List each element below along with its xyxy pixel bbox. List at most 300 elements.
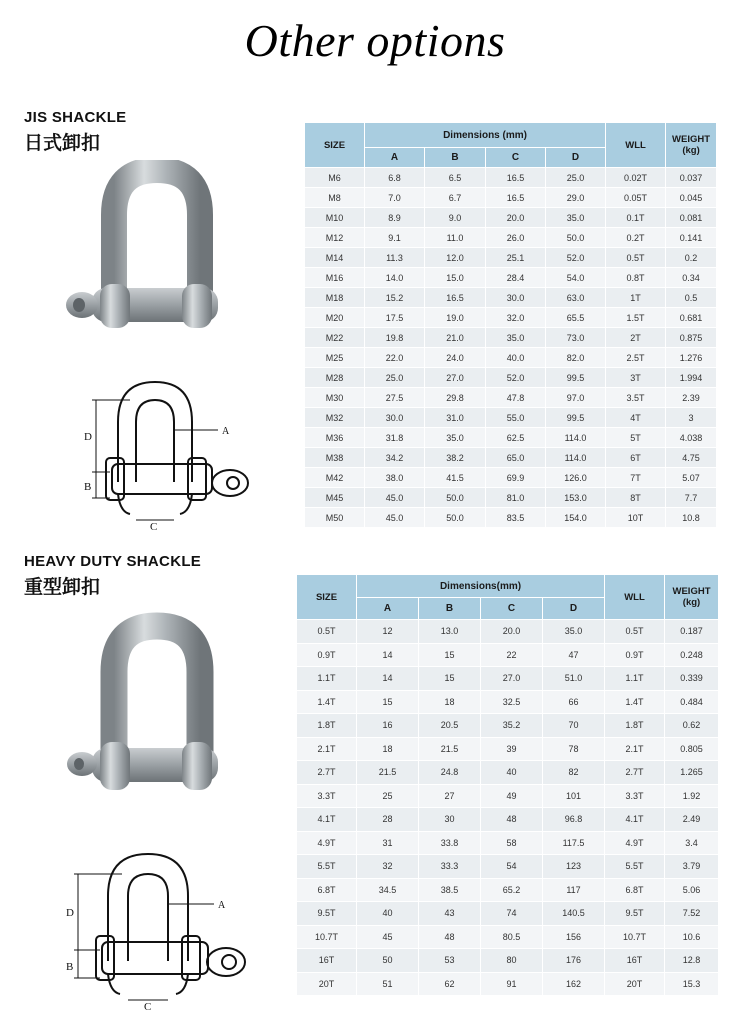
table-cell: 6.8 bbox=[365, 168, 425, 188]
table-row bbox=[297, 878, 719, 902]
drawing-label-d: D bbox=[84, 431, 92, 443]
table-row bbox=[305, 428, 717, 448]
table-cell: 176 bbox=[543, 949, 605, 973]
table-cell: 83.5 bbox=[486, 508, 546, 528]
table-row bbox=[297, 761, 719, 785]
table-cell: 117.5 bbox=[543, 831, 605, 855]
table-cell: 20T bbox=[297, 972, 357, 996]
heavy-duty-spec-table bbox=[296, 574, 719, 996]
drawing-label-a: A bbox=[222, 426, 230, 437]
table-cell: 0.681 bbox=[666, 308, 717, 328]
table-cell: 1.8T bbox=[605, 714, 665, 738]
table-cell: 1.4T bbox=[605, 690, 665, 714]
table-cell: 6.8T bbox=[297, 878, 357, 902]
table-cell: M16 bbox=[305, 268, 365, 288]
table-cell: 28.4 bbox=[486, 268, 546, 288]
table-cell: 26.0 bbox=[486, 228, 546, 248]
table-cell: 4.9T bbox=[605, 831, 665, 855]
table-cell: 40 bbox=[357, 902, 419, 926]
table-cell: 65.0 bbox=[486, 448, 546, 468]
table-cell: 2.7T bbox=[605, 761, 665, 785]
table-cell: 29.8 bbox=[425, 388, 486, 408]
table-cell: 3.79 bbox=[665, 855, 719, 879]
table-cell: 99.5 bbox=[546, 368, 606, 388]
table-cell: 3.5T bbox=[606, 388, 666, 408]
table-cell: 16.5 bbox=[486, 168, 546, 188]
table-cell: 81.0 bbox=[486, 488, 546, 508]
col-header-weight-label: WEIGHT (kg) bbox=[672, 586, 711, 608]
table-cell: 2.1T bbox=[297, 737, 357, 761]
table-cell: 0.037 bbox=[666, 168, 717, 188]
table-cell: 63.0 bbox=[546, 288, 606, 308]
table-cell: 38.0 bbox=[365, 468, 425, 488]
table-cell: 73.0 bbox=[546, 328, 606, 348]
table-cell: 47 bbox=[543, 643, 605, 667]
table-cell: 24.0 bbox=[425, 348, 486, 368]
table-cell: 7.0 bbox=[365, 188, 425, 208]
col-header-weight bbox=[666, 123, 717, 168]
table-cell: 1.994 bbox=[666, 368, 717, 388]
table-cell: 30 bbox=[419, 808, 481, 832]
table-cell: 0.62 bbox=[665, 714, 719, 738]
table-cell: 13.0 bbox=[419, 620, 481, 644]
table-cell: 4.1T bbox=[605, 808, 665, 832]
jis-spec-table bbox=[304, 122, 717, 528]
table-cell: 27.5 bbox=[365, 388, 425, 408]
table-cell: 1.1T bbox=[297, 667, 357, 691]
table-cell: 35.0 bbox=[425, 428, 486, 448]
table-cell: 50.0 bbox=[425, 508, 486, 528]
col-header-weight-label: WEIGHT (kg) bbox=[672, 134, 711, 156]
section-title-cn: 重型卸扣 bbox=[24, 576, 101, 598]
table-row bbox=[305, 488, 717, 508]
drawing-label-c: C bbox=[150, 521, 158, 532]
table-cell: 16T bbox=[297, 949, 357, 973]
table-cell: 1.8T bbox=[297, 714, 357, 738]
table-cell: 18 bbox=[419, 690, 481, 714]
table-row bbox=[305, 468, 717, 488]
table-cell: 21.5 bbox=[419, 737, 481, 761]
col-header-c: C bbox=[481, 598, 543, 620]
table-cell: 20T bbox=[605, 972, 665, 996]
table-cell: 35.2 bbox=[481, 714, 543, 738]
table-row bbox=[305, 368, 717, 388]
table-cell: 153.0 bbox=[546, 488, 606, 508]
table-cell: 6.5 bbox=[425, 168, 486, 188]
table-cell: 15.0 bbox=[425, 268, 486, 288]
table-cell: 6T bbox=[606, 448, 666, 468]
table-cell: 9.5T bbox=[297, 902, 357, 926]
table-cell: 0.141 bbox=[666, 228, 717, 248]
table-cell: 2.7T bbox=[297, 761, 357, 785]
table-cell: 1T bbox=[606, 288, 666, 308]
table-cell: 52.0 bbox=[486, 368, 546, 388]
col-header-dimensions: Dimensions(mm) bbox=[357, 575, 605, 598]
table-row bbox=[297, 690, 719, 714]
table-row bbox=[305, 408, 717, 428]
table-row bbox=[297, 737, 719, 761]
table-cell: 41.5 bbox=[425, 468, 486, 488]
table-cell: 47.8 bbox=[486, 388, 546, 408]
table-cell: 50.0 bbox=[425, 488, 486, 508]
col-header-dimensions: Dimensions (mm) bbox=[365, 123, 606, 148]
table-cell: 54 bbox=[481, 855, 543, 879]
col-header-size: SIZE bbox=[305, 123, 365, 168]
table-cell: 48 bbox=[419, 925, 481, 949]
col-header-a: A bbox=[365, 148, 425, 168]
jis-table-body bbox=[305, 168, 717, 528]
table-cell: 34.5 bbox=[357, 878, 419, 902]
table-cell: 25.1 bbox=[486, 248, 546, 268]
col-header-wll: WLL bbox=[605, 575, 665, 620]
table-cell: 78 bbox=[543, 737, 605, 761]
table-cell: 27.0 bbox=[425, 368, 486, 388]
table-cell: 69.9 bbox=[486, 468, 546, 488]
table-row bbox=[297, 831, 719, 855]
table-cell: 8.9 bbox=[365, 208, 425, 228]
table-cell: 32.5 bbox=[481, 690, 543, 714]
table-cell: 31.8 bbox=[365, 428, 425, 448]
table-cell: 1.92 bbox=[665, 784, 719, 808]
table-cell: 10T bbox=[606, 508, 666, 528]
col-header-weight bbox=[665, 575, 719, 620]
table-row bbox=[305, 308, 717, 328]
jis-shackle-photo bbox=[52, 160, 232, 360]
table-row bbox=[305, 328, 717, 348]
table-cell: 14 bbox=[357, 667, 419, 691]
table-cell: 114.0 bbox=[546, 448, 606, 468]
table-cell: 162 bbox=[543, 972, 605, 996]
table-cell: 2.5T bbox=[606, 348, 666, 368]
heavy-duty-shackle-drawing bbox=[58, 846, 258, 1012]
section-heading-heavy-duty bbox=[24, 553, 201, 599]
table-cell: 52.0 bbox=[546, 248, 606, 268]
table-cell: 101 bbox=[543, 784, 605, 808]
table-cell: 34.2 bbox=[365, 448, 425, 468]
table-row bbox=[305, 168, 717, 188]
table-cell: 14.0 bbox=[365, 268, 425, 288]
table-cell: 0.34 bbox=[666, 268, 717, 288]
table-cell: 24.8 bbox=[419, 761, 481, 785]
table-cell: 10.7T bbox=[297, 925, 357, 949]
table-cell: 4.038 bbox=[666, 428, 717, 448]
table-cell: 96.8 bbox=[543, 808, 605, 832]
table-row bbox=[305, 228, 717, 248]
table-cell: 19.8 bbox=[365, 328, 425, 348]
table-cell: 45.0 bbox=[365, 488, 425, 508]
table-row bbox=[297, 902, 719, 926]
table-cell: M38 bbox=[305, 448, 365, 468]
table-cell: 51 bbox=[357, 972, 419, 996]
table-cell: M20 bbox=[305, 308, 365, 328]
table-cell: 154.0 bbox=[546, 508, 606, 528]
table-cell: 1.265 bbox=[665, 761, 719, 785]
table-cell: 11.3 bbox=[365, 248, 425, 268]
table-cell: 25.0 bbox=[546, 168, 606, 188]
table-cell: 16.5 bbox=[486, 188, 546, 208]
table-cell: 31 bbox=[357, 831, 419, 855]
table-cell: 15 bbox=[357, 690, 419, 714]
table-cell: 12.8 bbox=[665, 949, 719, 973]
col-header-d: D bbox=[543, 598, 605, 620]
table-cell: 65.5 bbox=[546, 308, 606, 328]
table-cell: 6.8T bbox=[605, 878, 665, 902]
table-cell: 9.0 bbox=[425, 208, 486, 228]
table-cell: 66 bbox=[543, 690, 605, 714]
table-cell: M22 bbox=[305, 328, 365, 348]
table-cell: 10.6 bbox=[665, 925, 719, 949]
table-cell: 3.4 bbox=[665, 831, 719, 855]
table-cell: 18 bbox=[357, 737, 419, 761]
col-header-b: B bbox=[425, 148, 486, 168]
table-cell: 12 bbox=[357, 620, 419, 644]
table-cell: 0.5T bbox=[605, 620, 665, 644]
table-cell: 4.75 bbox=[666, 448, 717, 468]
col-header-c: C bbox=[486, 148, 546, 168]
table-cell: 3.3T bbox=[297, 784, 357, 808]
table-cell: 99.5 bbox=[546, 408, 606, 428]
table-cell: 45.0 bbox=[365, 508, 425, 528]
table-cell: 45 bbox=[357, 925, 419, 949]
table-cell: 10.8 bbox=[666, 508, 717, 528]
table-cell: 7T bbox=[606, 468, 666, 488]
table-cell: M28 bbox=[305, 368, 365, 388]
table-cell: 1.4T bbox=[297, 690, 357, 714]
table-row bbox=[305, 248, 717, 268]
col-header-a: A bbox=[357, 598, 419, 620]
table-cell: 0.875 bbox=[666, 328, 717, 348]
table-cell: M25 bbox=[305, 348, 365, 368]
table-cell: 0.5T bbox=[297, 620, 357, 644]
table-cell: 54.0 bbox=[546, 268, 606, 288]
table-cell: 117 bbox=[543, 878, 605, 902]
table-cell: 20.5 bbox=[419, 714, 481, 738]
section-title-cn: 日式卸扣 bbox=[24, 132, 101, 154]
table-cell: 62 bbox=[419, 972, 481, 996]
table-cell: 50 bbox=[357, 949, 419, 973]
table-cell: 15.2 bbox=[365, 288, 425, 308]
table-cell: 0.1T bbox=[606, 208, 666, 228]
table-cell: 0.8T bbox=[606, 268, 666, 288]
table-cell: 3T bbox=[606, 368, 666, 388]
table-row bbox=[305, 268, 717, 288]
table-cell: 55.0 bbox=[486, 408, 546, 428]
table-cell: M42 bbox=[305, 468, 365, 488]
table-row bbox=[297, 643, 719, 667]
table-cell: 14 bbox=[357, 643, 419, 667]
table-cell: 11.0 bbox=[425, 228, 486, 248]
table-row bbox=[305, 448, 717, 468]
table-cell: 6.7 bbox=[425, 188, 486, 208]
table-cell: 40.0 bbox=[486, 348, 546, 368]
table-cell: 1.1T bbox=[605, 667, 665, 691]
table-cell: 32.0 bbox=[486, 308, 546, 328]
table-cell: M45 bbox=[305, 488, 365, 508]
table-cell: 22.0 bbox=[365, 348, 425, 368]
table-cell: 25.0 bbox=[365, 368, 425, 388]
table-cell: 33.3 bbox=[419, 855, 481, 879]
table-row bbox=[297, 925, 719, 949]
table-cell: 82.0 bbox=[546, 348, 606, 368]
table-cell: M10 bbox=[305, 208, 365, 228]
table-cell: 5.5T bbox=[605, 855, 665, 879]
table-cell: 15 bbox=[419, 667, 481, 691]
table-cell: 97.0 bbox=[546, 388, 606, 408]
table-cell: 40 bbox=[481, 761, 543, 785]
table-row bbox=[305, 288, 717, 308]
table-cell: 48 bbox=[481, 808, 543, 832]
table-row bbox=[297, 972, 719, 996]
table-cell: 0.805 bbox=[665, 737, 719, 761]
table-cell: 0.045 bbox=[666, 188, 717, 208]
table-row bbox=[305, 348, 717, 368]
table-cell: 0.5T bbox=[606, 248, 666, 268]
table-cell: 29.0 bbox=[546, 188, 606, 208]
table-cell: M50 bbox=[305, 508, 365, 528]
table-cell: 30.0 bbox=[486, 288, 546, 308]
table-cell: 70 bbox=[543, 714, 605, 738]
table-cell: 2.1T bbox=[605, 737, 665, 761]
table-cell: 21.0 bbox=[425, 328, 486, 348]
table-cell: 16.5 bbox=[425, 288, 486, 308]
jis-shackle-drawing bbox=[70, 372, 260, 532]
drawing-label-d: D bbox=[66, 907, 74, 919]
table-cell: 0.339 bbox=[665, 667, 719, 691]
table-cell: M8 bbox=[305, 188, 365, 208]
section-heading-jis bbox=[24, 109, 127, 155]
table-cell: 0.081 bbox=[666, 208, 717, 228]
table-cell: 51.0 bbox=[543, 667, 605, 691]
table-cell: 1.276 bbox=[666, 348, 717, 368]
table-row bbox=[297, 855, 719, 879]
col-header-b: B bbox=[419, 598, 481, 620]
table-cell: 28 bbox=[357, 808, 419, 832]
col-header-d: D bbox=[546, 148, 606, 168]
table-row bbox=[297, 714, 719, 738]
table-row bbox=[305, 188, 717, 208]
table-cell: 53 bbox=[419, 949, 481, 973]
table-cell: 5T bbox=[606, 428, 666, 448]
col-header-size: SIZE bbox=[297, 575, 357, 620]
table-cell: 82 bbox=[543, 761, 605, 785]
table-cell: 62.5 bbox=[486, 428, 546, 448]
table-cell: 17.5 bbox=[365, 308, 425, 328]
table-cell: M32 bbox=[305, 408, 365, 428]
table-cell: 20.0 bbox=[481, 620, 543, 644]
table-row bbox=[305, 388, 717, 408]
table-cell: 0.9T bbox=[605, 643, 665, 667]
table-cell: 114.0 bbox=[546, 428, 606, 448]
table-cell: 38.5 bbox=[419, 878, 481, 902]
table-cell: 39 bbox=[481, 737, 543, 761]
table-cell: M12 bbox=[305, 228, 365, 248]
section-title-en: HEAVY DUTY SHACKLE bbox=[24, 553, 202, 570]
table-cell: 7.7 bbox=[666, 488, 717, 508]
table-cell: 156 bbox=[543, 925, 605, 949]
table-row bbox=[305, 508, 717, 528]
table-cell: 126.0 bbox=[546, 468, 606, 488]
table-cell: 50.0 bbox=[546, 228, 606, 248]
table-cell: 2.49 bbox=[665, 808, 719, 832]
table-cell: 20.0 bbox=[486, 208, 546, 228]
table-cell: 5.06 bbox=[665, 878, 719, 902]
table-cell: M18 bbox=[305, 288, 365, 308]
drawing-label-b: B bbox=[66, 961, 74, 973]
table-row bbox=[297, 620, 719, 644]
table-row bbox=[297, 808, 719, 832]
table-cell: 30.0 bbox=[365, 408, 425, 428]
table-cell: 25 bbox=[357, 784, 419, 808]
drawing-label-c: C bbox=[144, 1001, 152, 1012]
table-cell: 74 bbox=[481, 902, 543, 926]
table-cell: 19.0 bbox=[425, 308, 486, 328]
table-cell: 4.1T bbox=[297, 808, 357, 832]
col-header-wll: WLL bbox=[606, 123, 666, 168]
table-cell: 140.5 bbox=[543, 902, 605, 926]
table-cell: 9.5T bbox=[605, 902, 665, 926]
table-cell: 2T bbox=[606, 328, 666, 348]
table-cell: M14 bbox=[305, 248, 365, 268]
table-cell: 123 bbox=[543, 855, 605, 879]
table-row bbox=[297, 949, 719, 973]
table-cell: 49 bbox=[481, 784, 543, 808]
table-cell: 4.9T bbox=[297, 831, 357, 855]
table-cell: 58 bbox=[481, 831, 543, 855]
table-cell: 80.5 bbox=[481, 925, 543, 949]
table-cell: 3 bbox=[666, 408, 717, 428]
table-cell: 80 bbox=[481, 949, 543, 973]
table-cell: 0.2 bbox=[666, 248, 717, 268]
table-cell: 32 bbox=[357, 855, 419, 879]
table-cell: 38.2 bbox=[425, 448, 486, 468]
table-row bbox=[297, 667, 719, 691]
table-cell: 10.7T bbox=[605, 925, 665, 949]
table-cell: 22 bbox=[481, 643, 543, 667]
table-cell: 0.248 bbox=[665, 643, 719, 667]
table-cell: 0.484 bbox=[665, 690, 719, 714]
table-cell: 1.5T bbox=[606, 308, 666, 328]
table-cell: 16 bbox=[357, 714, 419, 738]
table-cell: 65.2 bbox=[481, 878, 543, 902]
table-cell: 43 bbox=[419, 902, 481, 926]
table-cell: 7.52 bbox=[665, 902, 719, 926]
drawing-label-a: A bbox=[218, 900, 226, 911]
table-cell: 33.8 bbox=[419, 831, 481, 855]
drawing-label-b: B bbox=[84, 481, 92, 493]
table-cell: 0.5 bbox=[666, 288, 717, 308]
table-cell: 27 bbox=[419, 784, 481, 808]
table-cell: 21.5 bbox=[357, 761, 419, 785]
table-cell: 31.0 bbox=[425, 408, 486, 428]
table-cell: 9.1 bbox=[365, 228, 425, 248]
table-cell: 8T bbox=[606, 488, 666, 508]
table-cell: M30 bbox=[305, 388, 365, 408]
table-cell: 0.05T bbox=[606, 188, 666, 208]
heavy-duty-shackle-photo bbox=[52, 612, 232, 827]
table-cell: 12.0 bbox=[425, 248, 486, 268]
table-cell: 35.0 bbox=[543, 620, 605, 644]
table-cell: 4T bbox=[606, 408, 666, 428]
table-cell: 35.0 bbox=[486, 328, 546, 348]
table-cell: 0.9T bbox=[297, 643, 357, 667]
table-cell: 35.0 bbox=[546, 208, 606, 228]
table-cell: 91 bbox=[481, 972, 543, 996]
table-cell: 15 bbox=[419, 643, 481, 667]
table-row bbox=[297, 784, 719, 808]
table-cell: M6 bbox=[305, 168, 365, 188]
table-cell: 15.3 bbox=[665, 972, 719, 996]
table-row bbox=[305, 208, 717, 228]
